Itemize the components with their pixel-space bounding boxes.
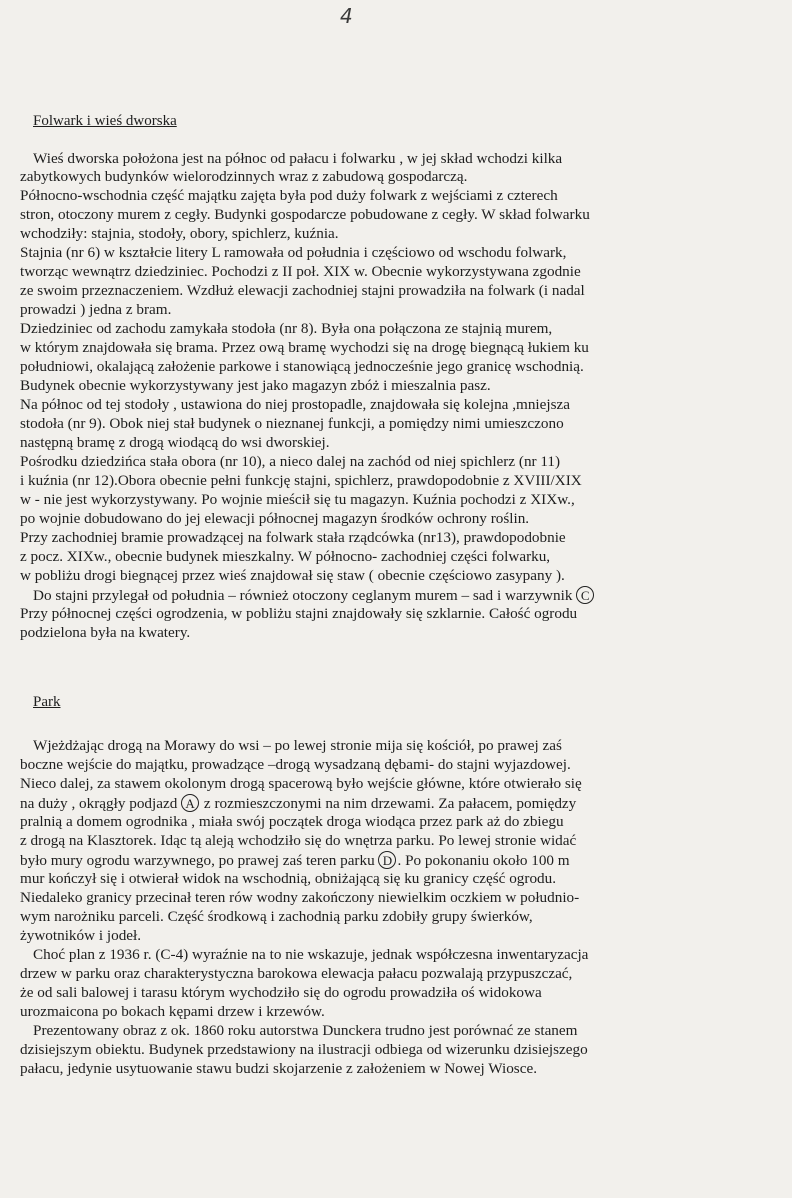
text-line: pralnią a domem ogrodnika , miała swój początek droga wiodąca przez park aż do zbiegu — [20, 813, 564, 830]
text-line: Prezentowany obraz z ok. 1860 roku autorstwa Dunckera trudno jest porównać ze stanem — [33, 1022, 578, 1039]
marker-a: A — [181, 794, 199, 812]
text-line: południowi, okalającą założenie parkowe i stanowiącą jednocześnie jego granicę wschodnią. — [20, 358, 584, 375]
text-line: zabytkowych budynków wielorodzinnych wraz z zabudową gospodarczą. — [20, 168, 468, 185]
text-line-run: Do stajni przylegał od południa – również otoczony ceglanym murem – sad i warzywnik — [33, 587, 573, 604]
text-line: stodoła (nr 9). Obok niej stał budynek o nieznanej funkcji, a pomiędzy nimi umieszczono — [20, 415, 564, 432]
text-line: urozmaicona po bokach kępami drzew i krzewów. — [20, 1003, 325, 1020]
text-line: ze swoim przeznaczeniem. Wzdłuż elewacji zachodniej stajni prowadziła na folwark (i nadal — [20, 282, 585, 299]
text-line: wym narożniku parceli. Część środkową i zachodnią parku zdobiły grupy świerków, — [20, 908, 533, 925]
text-line: w - nie jest wykorzystywany. Po wojnie mieścił się tu magazyn. Kuźnia pochodzi z XIXw., — [20, 491, 575, 508]
marker-c: C — [576, 586, 594, 604]
text-line — [20, 794, 576, 813]
text-line: po wojnie dobudowano do jej elewacji północnej magazyn środków ochrony roślin. — [20, 510, 530, 527]
text-line: stron, otoczony murem z cegły. Budynki gospodarcze pobudowane z cegły. W skład folwarku — [20, 206, 590, 223]
text-line: boczne wejście do majątku, prowadzące –drogą wysadzaną dębami- do stajni wyjazdowej. — [20, 756, 571, 773]
text-line: z pocz. XIXw., obecnie budynek mieszkalny. W północno- zachodniej części folwarku, — [20, 548, 551, 565]
text-line: i kuźnia (nr 12).Obora obecnie pełni funkcję stajni, spichlerz, prawdopodobnie z XVIII/XIX — [20, 472, 582, 489]
text-line-run: z rozmieszczonymi na nim drzewami. Za pałacem, pomiędzy — [203, 795, 577, 812]
text-line: tworząc wewnątrz dziedziniec. Pochodzi z II poł. XIX w. Obecnie wykorzystywana zgodnie — [20, 263, 581, 280]
text-line: Przy zachodniej bramie prowadzącej na folwark stała rządcówka (nr13), prawdopodobnie — [20, 529, 566, 546]
text-line: Pośrodku dziedzińca stała obora (nr 10), a nieco dalej na zachód od niej spichlerz (nr 11) — [20, 453, 561, 470]
text-line-run: na duży , okrągły podjazd — [20, 795, 178, 812]
text-line: drzew w parku oraz charakterystyczna barokowa elewacja pałacu pozwalają przypuszczać, — [20, 965, 573, 982]
text-line: z drogą na Klasztorek. Idąc tą aleją wchodziło się do wnętrza parku. Po lewej stronie widać — [20, 832, 577, 849]
text-line: w pobliżu drogi biegnącej przez wieś znajdował się staw ( obecnie częściowo zasypany ). — [20, 567, 565, 584]
text-line: Choć plan z 1936 r. (C-4) wyraźnie na to nie wskazuje, jednak współczesna inwentaryzacja — [33, 946, 589, 963]
text-line: Przy północnej części ogrodzenia, w pobliżu stajni znajdowały się szklarnie. Całość ogrodu — [20, 605, 578, 622]
text-line: mur kończył się i otwierał widok na wschodnią, obniżającą się ku granicy część ogrodu. — [20, 870, 557, 887]
text-line: Na północ od tej stodoły , ustawiona do niej prostopadle, znajdowała się kolejna ,mniejsza — [20, 396, 570, 413]
text-line: Nieco dalej, za stawem okolonym drogą spacerową było wejście główne, które otwierało się — [20, 775, 582, 792]
section-heading-folwark: Folwark i wieś dworska — [33, 113, 177, 129]
marker-d: D — [378, 851, 396, 869]
text-line: prowadzi ) jedna z bram. — [20, 301, 172, 318]
section-heading-park: Park — [33, 694, 61, 710]
text-line: Wjeżdżając drogą na Morawy do wsi – po lewej stronie mija się kościół, po prawej zaś — [33, 737, 562, 754]
text-line: że od sali balowej i tarasu którym wychodziło się do ogrodu prowadziła oś widokowa — [20, 984, 542, 1001]
text-line-run: było mury ogrodu warzywnego, po prawej zaś teren parku — [20, 852, 375, 869]
text-line: żywotników i jodeł. — [20, 927, 142, 944]
text-line: w którym znajdowała się brama. Przez ową bramę wychodzi się na drogę biegnącą łukiem ku — [20, 339, 589, 356]
text-line: Wieś dworska położona jest na północ od pałacu i folwarku , w jej skład wchodzi kilka — [33, 150, 563, 167]
text-line: Budynek obecnie wykorzystywany jest jako magazyn zbóż i mieszalnia pasz. — [20, 377, 491, 394]
page-number: 4 — [340, 4, 353, 28]
text-line: podzielona była na kwatery. — [20, 624, 191, 641]
text-line: Północno-wschodnia część majątku zajęta była pod duży folwark z wejściami z czterech — [20, 187, 558, 204]
text-line: wchodziły: stajnia, stodoły, obory, spichlerz, kuźnia. — [20, 225, 339, 242]
text-line: Dziedziniec od zachodu zamykała stodoła (nr 8). Była ona połączona ze stajnią murem, — [20, 320, 553, 337]
text-line: następną bramę z drogą wiodącą do wsi dworskiej. — [20, 434, 330, 451]
text-line: Stajnia (nr 6) w kształcie litery L ramowała od południa i częściowo od wschodu folwark, — [20, 244, 567, 261]
text-line: Niedaleko granicy przecinał teren rów wodny zakończony niewielkim oczkiem w południo- — [20, 889, 580, 906]
text-line — [20, 851, 570, 870]
text-line: dzisiejszym obiektu. Budynek przedstawiony na ilustracji odbiega od wizerunku dzisiejszego — [20, 1041, 588, 1058]
text-line-run: . Po pokonaniu około 100 m — [397, 852, 570, 869]
text-line — [33, 586, 595, 605]
text-line: pałacu, jedynie usytuowanie stawu budzi skojarzenie z założeniem w Nowej Wiosce. — [20, 1060, 537, 1077]
